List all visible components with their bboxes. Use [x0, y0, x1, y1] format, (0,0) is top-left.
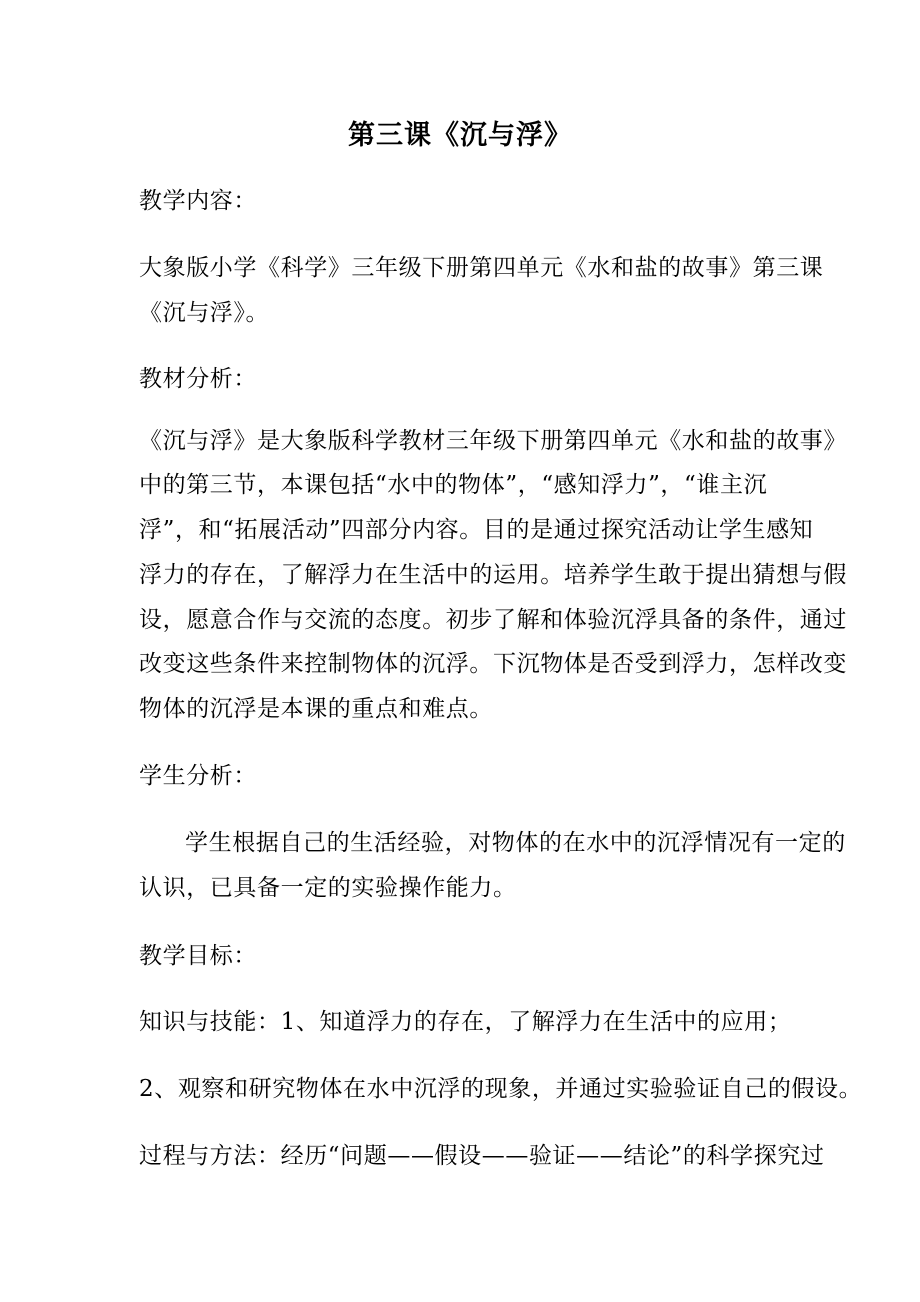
paragraph-line: 过程与方法：经历“问题——假设——验证——结论”的科学探究过	[139, 1143, 825, 1169]
paragraph-line: 知识与技能：1、知道浮力的存在，了解浮力在生活中的应用；	[139, 1009, 792, 1035]
heading-teaching-content: 教学内容：	[139, 188, 257, 214]
paragraph-line: 学生根据自己的生活经验，对物体的在水中的沉浮情况有一定的	[185, 830, 846, 856]
paragraph-line: 浮力的存在，了解浮力在生活中的运用。培养学生敢于提出猜想与假	[139, 562, 847, 588]
heading-teaching-goals: 教学目标：	[139, 943, 257, 969]
heading-student-analysis: 学生分析：	[139, 763, 257, 789]
paragraph-line: 物体的沉浮是本课的重点和难点。	[139, 696, 493, 722]
paragraph-line: 设，愿意合作与交流的态度。初步了解和体验沉浮具备的条件，通过	[139, 607, 847, 633]
paragraph-line: 大象版小学《科学》三年级下册第四单元《水和盐的故事》第三课	[139, 255, 824, 281]
paragraph-line: 改变这些条件来控制物体的沉浮。下沉物体是否受到浮力，怎样改变	[139, 651, 847, 677]
paragraph-line: 《沉与浮》。	[139, 300, 270, 326]
paragraph-line: 中的第三节，本课包括“水中的物体”，“感知浮力”，“谁主沉	[139, 472, 768, 498]
paragraph-line: 2、观察和研究物体在水中沉浮的现象，并通过实验验证自己的假设。	[139, 1076, 863, 1102]
heading-textbook-analysis: 教材分析：	[139, 366, 257, 392]
document-title: 第三课《沉与浮》	[348, 120, 572, 151]
paragraph-line: 《沉与浮》是大象版科学教材三年级下册第四单元《水和盐的故事》	[139, 428, 847, 454]
paragraph-line: 认识，已具备一定的实验操作能力。	[139, 875, 517, 901]
paragraph-line: 浮”，和“拓展活动”四部分内容。目的是通过探究活动让学生感知	[139, 517, 814, 543]
